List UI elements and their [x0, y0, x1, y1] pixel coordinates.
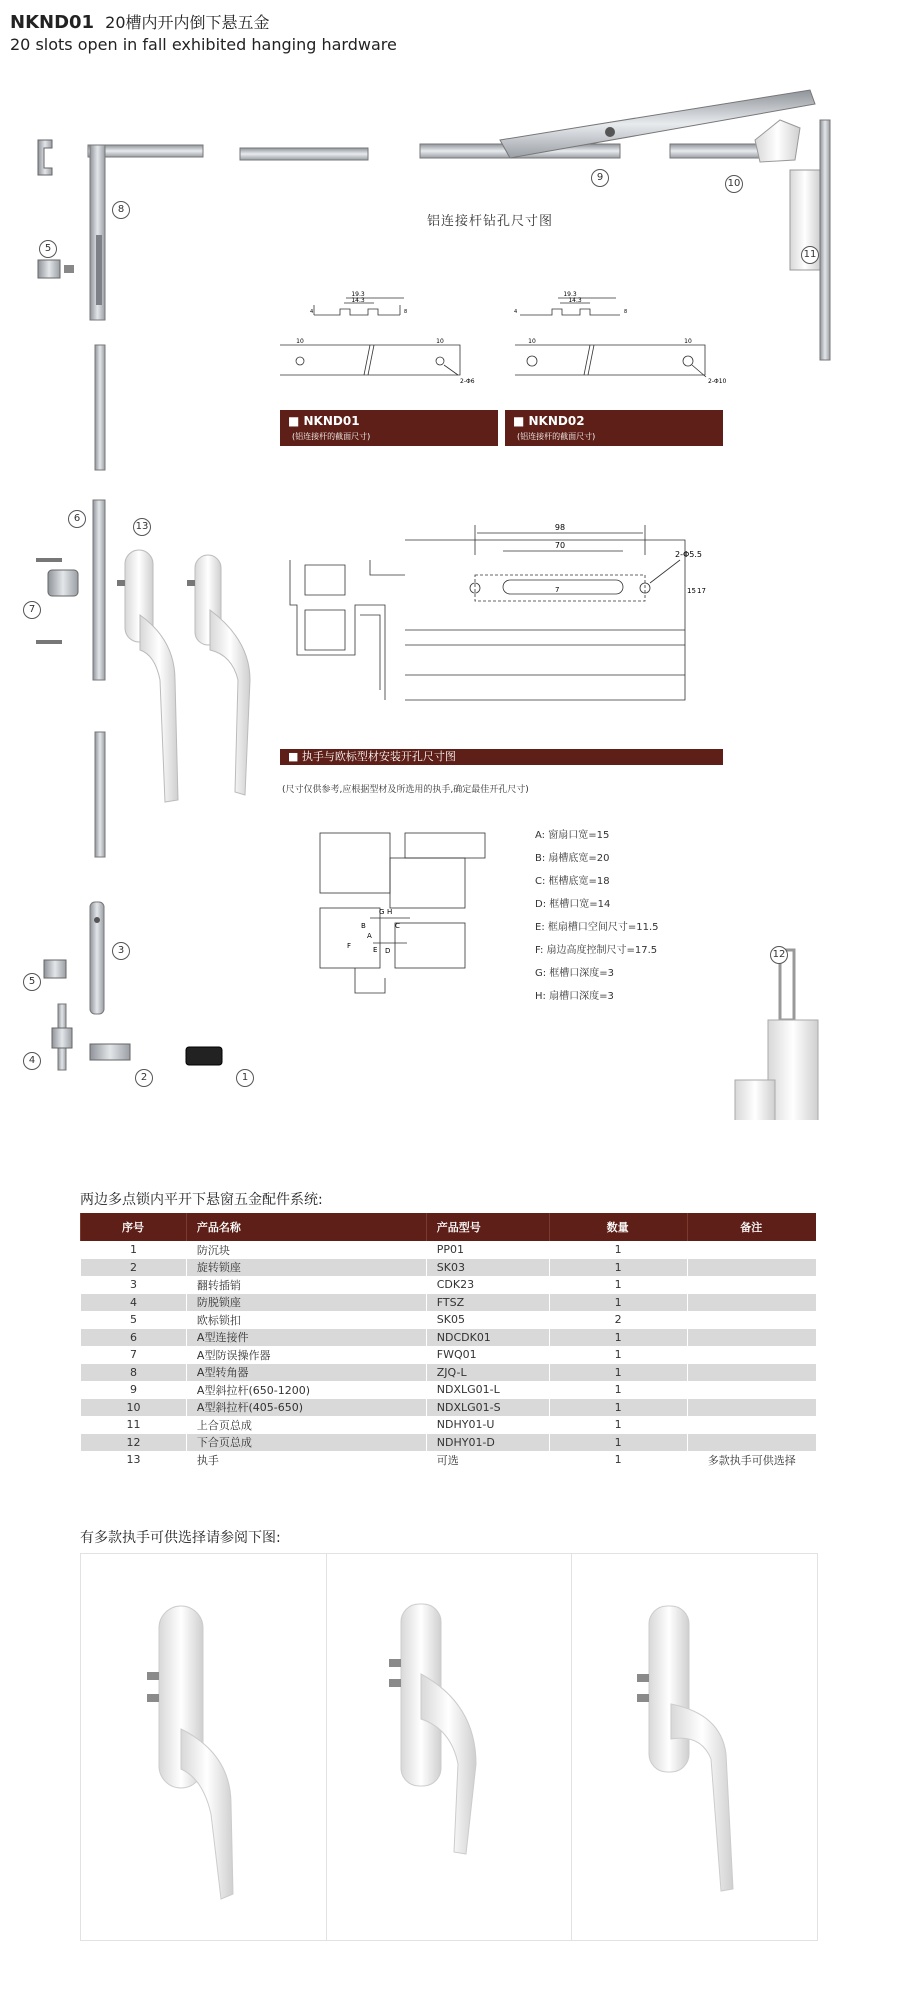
- dim-a3: 10: [296, 338, 304, 345]
- cell-note: [687, 1259, 816, 1277]
- callout-11: 11: [801, 246, 819, 264]
- keep-part-lower: [44, 960, 66, 978]
- handle-pair-photo: [117, 550, 250, 802]
- dim-b2: 14.3: [568, 297, 582, 304]
- cell-qty: 1: [549, 1364, 687, 1382]
- table-row: [81, 1276, 817, 1294]
- table-row: [81, 1259, 817, 1277]
- table-row: [81, 1381, 817, 1399]
- cell-index: 12: [81, 1434, 187, 1452]
- handle-option-3: [571, 1554, 816, 1940]
- cell-index: 7: [81, 1346, 187, 1364]
- corner-drive-part: [38, 140, 203, 320]
- dim-a1: 19.3: [351, 291, 365, 298]
- cell-qty: 1: [549, 1329, 687, 1347]
- dim-a4: 10: [436, 338, 444, 345]
- profile-cross-section: [315, 828, 495, 998]
- dim-98: 98: [554, 523, 566, 532]
- cell-name: A型连接件: [186, 1329, 426, 1347]
- cell-model: FTSZ: [426, 1294, 549, 1312]
- table-row: [81, 1399, 817, 1417]
- cell-qty: 2: [549, 1311, 687, 1329]
- install-note: (尺寸仅供参考,应根据型材及所选用的执手,确定最佳开孔尺寸): [282, 785, 529, 795]
- cell-index: 9: [81, 1381, 187, 1399]
- cell-model: SK03: [426, 1259, 549, 1277]
- cell-name: A型转角器: [186, 1364, 426, 1382]
- handle-image-1: [81, 1554, 326, 1940]
- section-sub: (铝连接杆的截面尺寸): [292, 432, 371, 441]
- dim-h3: 4: [514, 309, 518, 315]
- cell-index: 1: [81, 1241, 187, 1259]
- parts-table: [80, 1213, 816, 1469]
- section-bar-nknd02: ■ NKND02 (铝连接杆的截面尺寸): [505, 410, 723, 446]
- anti-sink-block-part: [186, 1047, 222, 1065]
- callout-7: 7: [23, 601, 41, 619]
- profile-label-d: D: [385, 947, 391, 955]
- dim-h4: 8: [624, 309, 628, 315]
- dim-7: 7: [555, 586, 560, 594]
- cell-note: [687, 1416, 816, 1434]
- callout-4: 4: [23, 1052, 41, 1070]
- cell-model: NDCDK01: [426, 1329, 549, 1347]
- table-row: [81, 1329, 817, 1347]
- stay-arm-part: [420, 90, 815, 158]
- cell-qty: 1: [549, 1259, 687, 1277]
- cell-note: [687, 1294, 816, 1312]
- drill-diagram-title: 铝连接杆钻孔尺寸图: [427, 214, 554, 229]
- profile-label-h: H: [387, 908, 393, 916]
- handles-title: 有多款执手可供选择请参阅下图:: [80, 1530, 281, 1546]
- dim-h2: 8: [404, 309, 408, 315]
- cell-index: 13: [81, 1451, 187, 1469]
- product-title-cn: 20槽内开内倒下悬五金: [105, 13, 270, 32]
- cell-model: NDHY01-U: [426, 1416, 549, 1434]
- col-header-index: 序号: [81, 1213, 187, 1241]
- profile-label-f: F: [347, 942, 352, 950]
- cell-qty: 1: [549, 1276, 687, 1294]
- handle-image-2: [326, 1554, 571, 1940]
- cell-model: ZJQ-L: [426, 1364, 549, 1382]
- cell-note: [687, 1241, 816, 1259]
- spec-a: A: 窗扇口宽=15: [535, 830, 610, 841]
- callout-6: 6: [68, 510, 86, 528]
- dim-15: 15: [687, 587, 696, 595]
- cell-model: NDHY01-D: [426, 1434, 549, 1452]
- spec-e: E: 框扇槽口空间尺寸=11.5: [535, 922, 659, 933]
- profile-label-e: E: [373, 946, 378, 954]
- cell-name: 上合页总成: [186, 1416, 426, 1434]
- dim-70: 70: [554, 541, 566, 550]
- handle-option-1: [81, 1554, 327, 1940]
- cell-name: A型斜拉杆(405-650): [186, 1399, 426, 1417]
- col-header-note: 备注: [687, 1213, 816, 1241]
- dim-b1: 19.3: [563, 291, 577, 298]
- cell-index: 6: [81, 1329, 187, 1347]
- dim-a2: 14.3: [351, 297, 365, 304]
- cell-note: 多款执手可供选择: [687, 1451, 816, 1469]
- dim-a5: 2-Φ6: [460, 378, 475, 385]
- cell-note: [687, 1399, 816, 1417]
- cell-qty: 1: [549, 1451, 687, 1469]
- cell-name: 下合页总成: [186, 1434, 426, 1452]
- cell-model: CDK23: [426, 1276, 549, 1294]
- cell-name: 旋转锁座: [186, 1259, 426, 1277]
- cell-qty: 1: [549, 1434, 687, 1452]
- cell-model: FWQ01: [426, 1346, 549, 1364]
- cell-name: A型防误操作器: [186, 1346, 426, 1364]
- product-title-en: 20 slots open in fall exhibited hanging hardware: [10, 35, 397, 54]
- dim-b5: 2-Φ10: [708, 378, 727, 385]
- table-header-row: [81, 1213, 817, 1241]
- profile-label-g: G: [379, 908, 385, 916]
- cell-note: [687, 1311, 816, 1329]
- cell-index: 4: [81, 1294, 187, 1312]
- callout-9: 9: [591, 169, 609, 187]
- cell-note: [687, 1346, 816, 1364]
- dim-17: 17: [697, 587, 706, 595]
- section-sub: (铝连接杆的截面尺寸): [517, 432, 596, 441]
- dim-hole: 2-Φ5.5: [675, 550, 702, 559]
- cell-index: 10: [81, 1399, 187, 1417]
- handles-gallery: [80, 1553, 818, 1941]
- handle-image-3: [571, 1554, 816, 1940]
- cell-model: SK05: [426, 1311, 549, 1329]
- spec-c: C: 框槽底宽=18: [535, 876, 610, 887]
- cell-model: NDXLG01-S: [426, 1399, 549, 1417]
- dim-h1: 4: [310, 309, 314, 315]
- cell-note: [687, 1329, 816, 1347]
- cell-name: 翻转插销: [186, 1276, 426, 1294]
- cell-index: 5: [81, 1311, 187, 1329]
- callout-5-upper: 5: [39, 240, 57, 258]
- handle-option-2: [326, 1554, 572, 1940]
- install-bar-label: 执手与欧标型材安装开孔尺寸图: [301, 750, 456, 763]
- spec-h: H: 扇槽口深度=3: [535, 991, 614, 1002]
- page-header: [10, 10, 610, 54]
- cell-index: 2: [81, 1259, 187, 1277]
- dim-b3: 10: [528, 338, 536, 345]
- spec-g: G: 框槽口深度=3: [535, 968, 615, 979]
- callout-10: 10: [725, 175, 743, 193]
- section-bar-nknd01: ■ NKND01 (铝连接杆的截面尺寸): [280, 410, 498, 446]
- col-header-model: 产品型号: [426, 1213, 549, 1241]
- cell-qty: 1: [549, 1294, 687, 1312]
- cell-name: A型斜拉杆(650-1200): [186, 1381, 426, 1399]
- profile-label-b: B: [361, 922, 366, 930]
- table-row: [81, 1294, 817, 1312]
- install-bar: ■ 执手与欧标型材安装开孔尺寸图: [280, 749, 723, 765]
- cell-qty: 1: [549, 1346, 687, 1364]
- drill-diagrams: [270, 285, 730, 385]
- col-header-qty: 数量: [549, 1213, 687, 1241]
- cell-note: [687, 1276, 816, 1294]
- cell-index: 11: [81, 1416, 187, 1434]
- cell-note: [687, 1364, 816, 1382]
- cell-note: [687, 1381, 816, 1399]
- spec-d: D: 框槽口宽=14: [535, 899, 611, 910]
- tilt-bolt-part: [90, 902, 104, 1014]
- keep-part-upper: [38, 260, 74, 278]
- cell-model: PP01: [426, 1241, 549, 1259]
- cell-name: 欧标锁扣: [186, 1311, 426, 1329]
- top-hinge-wing: [755, 120, 800, 162]
- cell-model: NDXLG01-L: [426, 1381, 549, 1399]
- cell-index: 3: [81, 1276, 187, 1294]
- cell-name: 防脱锁座: [186, 1294, 426, 1312]
- cell-name: 执手: [186, 1451, 426, 1469]
- dim-b4: 10: [684, 338, 692, 345]
- cell-qty: 1: [549, 1381, 687, 1399]
- callout-2: 2: [135, 1069, 153, 1087]
- link-bar-2: [95, 732, 105, 857]
- anti-lift-keep-part: [52, 1004, 72, 1070]
- cell-model: 可选: [426, 1451, 549, 1469]
- table-row: [81, 1311, 817, 1329]
- link-bar-1: [95, 345, 105, 470]
- aluminium-link-bar: [240, 148, 368, 160]
- cell-qty: 1: [549, 1399, 687, 1417]
- callout-8: 8: [112, 201, 130, 219]
- table-row: [81, 1416, 817, 1434]
- spec-b: B: 扇槽底宽=20: [535, 853, 610, 864]
- table-row: [81, 1241, 817, 1259]
- rotary-keep-part: [90, 1044, 130, 1060]
- parts-table-title: 两边多点锁内平开下悬窗五金配件系统:: [80, 1192, 323, 1208]
- profile-label-c: C: [395, 922, 400, 930]
- connector-part: [36, 500, 105, 680]
- col-header-name: 产品名称: [186, 1213, 426, 1241]
- callout-1: 1: [236, 1069, 254, 1087]
- section-code: NKND02: [528, 414, 585, 428]
- callout-3: 3: [112, 942, 130, 960]
- profile-label-a: A: [367, 932, 372, 940]
- cell-index: 8: [81, 1364, 187, 1382]
- bottom-hinge-assembly: [735, 950, 818, 1120]
- handle-hole-drawing: [285, 515, 725, 705]
- product-code: NKND01: [10, 12, 95, 33]
- section-code: NKND01: [303, 414, 360, 428]
- callout-5-lower: 5: [23, 973, 41, 991]
- callout-12: 12: [770, 946, 788, 964]
- table-row: [81, 1451, 817, 1469]
- cell-qty: 1: [549, 1241, 687, 1259]
- cell-name: 防沉块: [186, 1241, 426, 1259]
- cell-note: [687, 1434, 816, 1452]
- callout-13: 13: [133, 518, 151, 536]
- table-row: [81, 1364, 817, 1382]
- cell-qty: 1: [549, 1416, 687, 1434]
- table-row: [81, 1434, 817, 1452]
- table-row: [81, 1346, 817, 1364]
- spec-f: F: 扇边高度控制尺寸=17.5: [535, 945, 658, 956]
